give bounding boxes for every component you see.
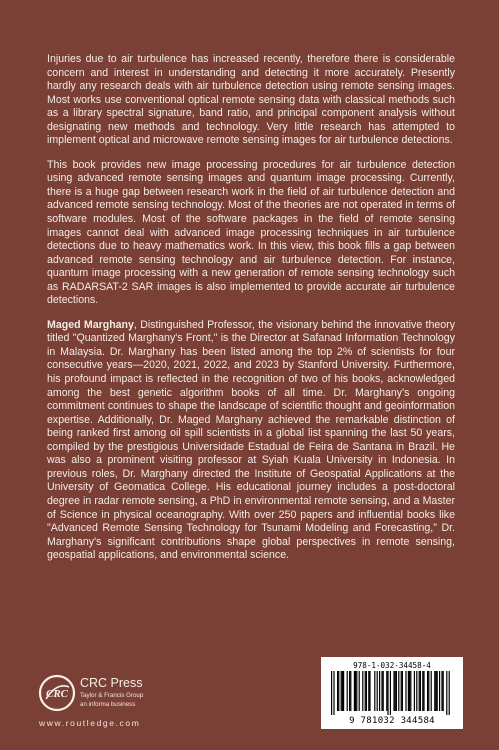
barcode-bar <box>386 671 387 711</box>
barcode-bar <box>343 671 344 711</box>
barcode-bar <box>443 671 444 711</box>
barcode-bar <box>405 671 406 711</box>
barcode-bar <box>437 671 438 711</box>
description-paragraph-1: Injuries due to air turbulence has increased recently, therefore there is considerable concern and interest in understanding and detecting it more accurately. Presently hardly any research deals with air turbulence detection using remote sensing images. Most works use conventional optical remote sensing data with classical methods such as a library spectral signature, band ratio, and principal component analysis without designating new methods and technology. Very little research has attempted to implement optical and microwave remote sensing images for air turbulence detections. <box>47 53 455 147</box>
barcode-bar <box>383 671 384 711</box>
barcode-bar <box>446 671 447 715</box>
barcode-bar <box>408 671 409 711</box>
barcode-bar <box>431 671 432 711</box>
back-cover-text <box>47 53 455 574</box>
barcode-bar <box>365 671 366 711</box>
publisher-block <box>38 674 178 728</box>
barcode-digits: 9 781032 344584 <box>349 716 435 726</box>
barcode-bar <box>416 671 417 711</box>
barcode-bar <box>428 671 429 711</box>
barcode-bar <box>377 671 378 711</box>
barcode-bar <box>354 671 355 711</box>
barcode-bar <box>366 671 367 711</box>
barcode-bar <box>419 671 420 711</box>
author-bio-paragraph <box>47 319 455 563</box>
barcode-bar <box>362 671 363 711</box>
barcode-bar <box>422 671 423 711</box>
barcode-bar <box>398 671 399 711</box>
barcode-bar <box>390 671 391 715</box>
publisher-group: Taylor & Francis Group <box>80 692 144 699</box>
crc-logo-icon <box>38 674 76 712</box>
barcode-bar <box>402 671 403 711</box>
barcode-bar <box>393 671 394 711</box>
author-name: Maged Marghany <box>47 318 134 331</box>
barcode-bar <box>349 671 350 711</box>
author-bio-text: , Distinguished Professor, the visionary behind the innovative theory titled "Quantized Marghany's Front," is the Director at Safanad Information Technology in Malaysia. Dr. Marghany has been listed among the top 2% of scientists for four consecutive years—2020, 2021, 2022, and 2023 by Stanford University. Furthermore, his profound impact is reflected in the recognition of two of his books, acknowledged among the best genetic algorithm books of all time. Dr. Marghany's ongoing commitment continues to shape the landscape of scientific thought and geoinformation expertise. Additionally, Dr. Maged Marghany achieved the remarkable distinction of being ranked first among oil spill scientists in a global list spanning the last 50 years, compiled by the prestigious Universidade Estadual de Feira de Santana in Brazil. He was also a prominent visiting professor at Syiah Kuala University in Indonesia. In previous roles, Dr. Marghany directed the Institute of Geospatial Applications at the University of Geomatica College. His educational journey includes a post-doctoral degree in radar remote sensing, a PhD in environmental remote sensing, and a Master of Science in physical oceanography. With over 250 papers and influential books like "Advanced Remote Sensing Technology for Tsunami Modeling and Forecasting," Dr. Marghany's significant contributions shape global perspectives in remote sensing, geospatial applications, and environmental science. <box>47 318 455 562</box>
barcode-bar <box>435 671 436 711</box>
barcode-bar <box>342 671 343 711</box>
barcode-bar <box>427 671 428 711</box>
publisher-name: CRC Press <box>80 676 143 690</box>
barcode-bar <box>333 671 334 715</box>
barcode-bar <box>341 671 342 711</box>
crc-logo-text: CRC <box>45 688 69 700</box>
isbn-number: 978-1-032-34458-4 <box>353 661 431 670</box>
barcode-bar <box>410 671 411 711</box>
barcode-bar <box>434 671 435 711</box>
barcode-bar <box>379 671 380 711</box>
barcode-bar <box>356 671 357 711</box>
barcode-bar <box>441 671 442 711</box>
publisher-url: www.routledge.com <box>39 718 141 728</box>
barcode-bar <box>355 671 356 711</box>
barcode-bar <box>338 671 339 711</box>
barcode-bar <box>347 671 348 711</box>
barcode-bar <box>401 671 402 711</box>
barcode-bar <box>449 671 450 715</box>
barcode-bar <box>396 671 397 711</box>
barcode-bar <box>368 671 369 711</box>
barcode-bar <box>387 671 388 715</box>
barcode-bar <box>374 671 375 711</box>
barcode-bar <box>414 671 415 711</box>
barcode-bar <box>423 671 424 711</box>
barcode-bar <box>337 671 338 711</box>
barcode-bars <box>331 671 453 715</box>
barcode-bar <box>331 671 332 715</box>
barcode-bar <box>369 671 370 711</box>
publisher-business: an informa business <box>80 701 136 708</box>
isbn-barcode <box>321 657 463 729</box>
description-paragraph-2: This book provides new image processing procedures for air turbulence detection using advanced remote sensing images and quantum image processing. Currently, there is a huge gap between research work in the field of air turbulence detection and advanced remote sensing technology. Most of the theories are not operated in terms of software modules. Most of the software packages in the field of remote sensing images cannot deal with advanced image processing techniques in air turbulence detections due to heavy mathematics work. In this view, this book fills a gap between advanced remote sensing technology and air turbulence detection. For instance, quantum image processing with a new generation of remote sensing technology such as RADARSAT-2 SAR images is also implemented to provide accurate air turbulence detections. <box>47 158 455 307</box>
barcode-bar <box>420 671 421 711</box>
barcode-bar <box>381 671 382 711</box>
barcode-bar <box>359 671 360 711</box>
barcode-bar <box>350 671 351 711</box>
barcode-bar <box>409 671 410 711</box>
barcode-bar <box>439 671 440 711</box>
barcode-bar <box>395 671 396 711</box>
